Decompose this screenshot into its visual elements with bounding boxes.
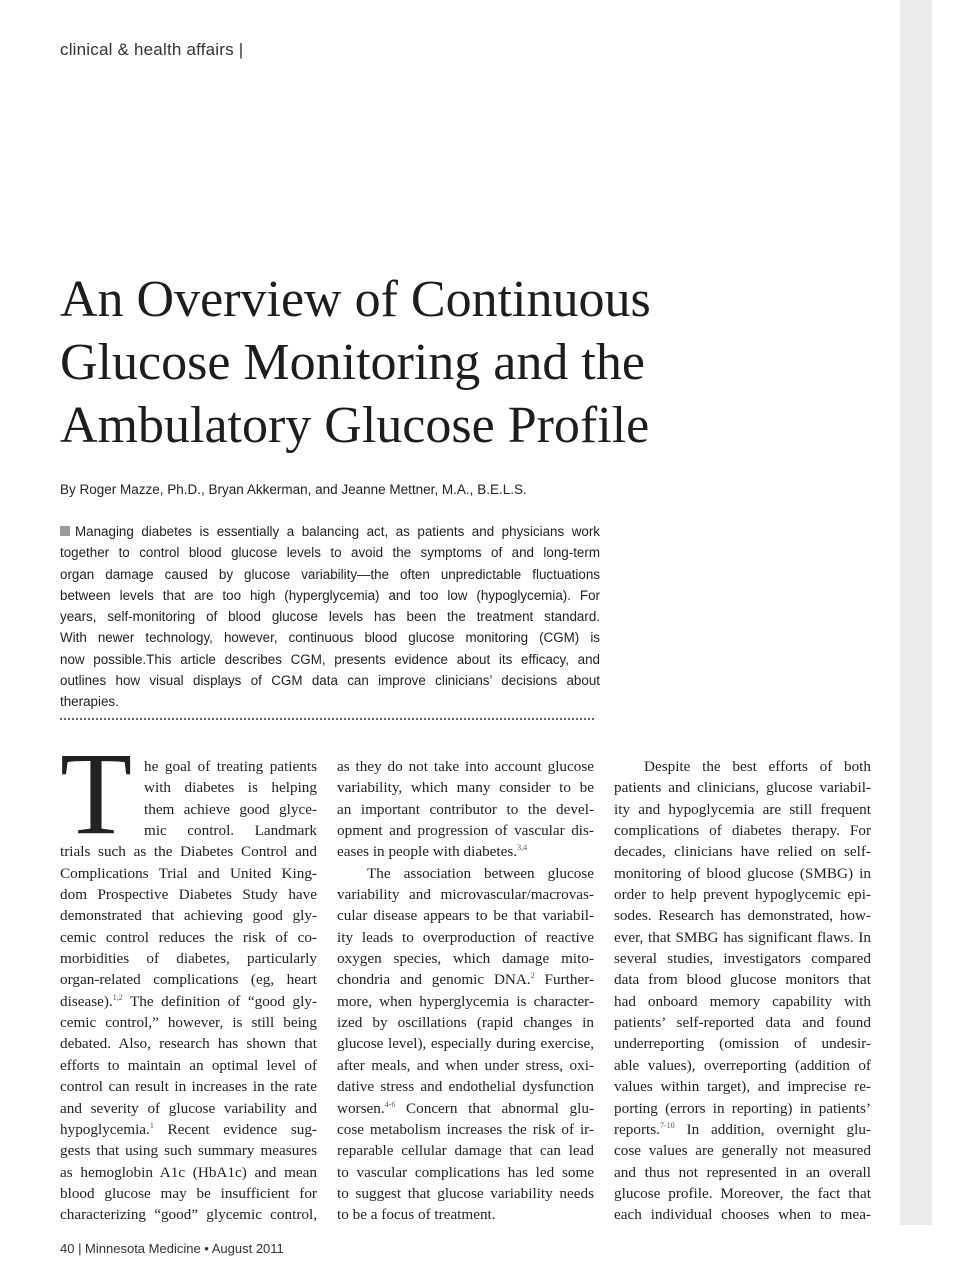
square-bullet-icon [60,526,70,536]
abstract-divider [60,718,594,720]
body-line: them achieve good glyce- [144,800,317,818]
page-edge-strip [900,0,932,1225]
abstract [60,521,600,713]
body-line: ity leads to overproduction of reactive [337,928,594,946]
body-line: trials such as the Diabetes Control and [60,843,317,861]
body-line: ever, that SMBG has significant flaws. In [614,928,871,946]
body-line: with diabetes is helping [144,779,317,797]
abstract-line: together to control blood glucose levels to avoid the symptoms of and long-term [60,545,600,561]
body-line: several studies, investigators compared [614,950,871,968]
body-line: The association between glucose [367,864,594,882]
body-line: cemic control reduces the risk of co- [60,928,317,946]
body-line: sodes. Research has demonstrated, how- [614,907,871,925]
body-line: eases in people with diabetes.$^{3,4}$ [337,843,528,861]
body-line: organ-related complications (eg, heart [60,971,317,989]
body-line: and thus not represented in an overall [614,1163,871,1181]
body-line: hypoglycemia.$^1$ Recent evidence sug- [60,1120,317,1138]
body-line: each individual chooses when to mea- [614,1206,871,1224]
abstract-line: years, self-monitoring of blood glucose levels has been the treatment standard. [60,609,600,625]
body-line: underreporting (omission of undesir- [614,1035,871,1053]
body-line: demonstrated that achieving good gly- [60,907,317,925]
body-line: and severity of glucose variability and [60,1099,317,1117]
citation: 2 [530,971,535,981]
body-line: glucose level), especially during exercise, [337,1035,594,1053]
body-line: reparable cellular damage that can lead [337,1142,594,1160]
body-line: as they do not take into account glucose [337,758,594,775]
body-line: ity and hypoglycemia are still frequent [614,800,871,818]
body-line: decades, clinicians have relied on self- [614,843,871,861]
body-line: order to help prevent hypoglycemic epi- [614,886,871,904]
title-line: An Overview of Continuous [60,271,651,328]
body-line: cular disease appears to be that variabil- [337,907,594,925]
abstract-line: With newer technology, however, continuous blood glucose monitoring (CGM) is [60,630,600,646]
body-column-1 [60,756,317,1226]
body-line: cemic control,” however, is still being [60,1014,317,1032]
title-line: Ambulatory Glucose Profile [60,397,650,454]
body-line: dom Prospective Diabetes Study have [60,886,317,904]
body-line: gests that using such summary measures [60,1142,317,1160]
citation: 7-10 [659,1120,675,1130]
body-line: reports.$^{7-10}$ In addition, overnight glu- [614,1120,871,1138]
body-line: oxygen species, which damage mito- [337,950,594,968]
body-line: characterizing “good” glycemic control, [60,1206,317,1224]
body-line: patients’ self-reported data and found [614,1014,871,1032]
body-line: dative stress and endothelial dysfunction [337,1078,594,1096]
body-line: more, when hyperglycemia is character- [337,992,594,1010]
body-line: as hemoglobin A1c (HbA1c) and mean [60,1163,317,1181]
section-header: clinical & health affairs | [60,40,244,59]
abstract-line: organ damage caused by glucose variability—the often unpredictable fluctuations [60,566,600,582]
page-footer: 40 | Minnesota Medicine • August 2011 [60,1241,284,1256]
body-line: cose metabolism increases the risk of ir- [337,1120,594,1138]
body-line: had onboard memory capability with [614,992,871,1010]
body-line: to suggest that glucose variability needs [337,1184,594,1202]
body-line: worsen.$^{4-6}$ Concern that abnormal glu- [337,1099,594,1117]
abstract-line: between levels that are too high (hyperglycemia) and too low (hypoglycemia). For [60,587,600,603]
citation: 4-6 [384,1099,396,1109]
body-line: debated. Also, research has shown that [60,1035,317,1053]
body-line: opment and progression of vascular dis- [337,822,594,840]
body-column-2 [337,756,594,1226]
body-line: complications of diabetes therapy. For [614,822,871,840]
body-line: variability, which many consider to be [337,779,594,797]
body-line: values within target), and imprecise re- [614,1078,871,1096]
body-line: patients and clinicians, glucose variabil- [614,779,871,797]
citation: 1 [149,1120,154,1130]
body-line: ized by oscillations (rapid changes in [337,1014,594,1032]
abstract-line: outlines how visual displays of CGM data can improve clinicians’ decisions about [60,673,600,689]
body-line: Complications Trial and United King- [60,864,317,882]
body-line: glucose profile. Moreover, the fact that [614,1184,871,1202]
body-line: after meals, and when under stress, oxi- [337,1056,594,1074]
body-line: disease).$^{1,2}$ The definition of “good gly- [60,992,317,1010]
body-line: cose values are generally not measured [614,1142,871,1160]
body-line: efforts to maintain an optimal level of [60,1056,317,1074]
body-line: he goal of treating patients [144,758,317,775]
article-title [60,268,760,457]
body-line: control can result in increases in the rate [60,1078,317,1096]
body-line: mic control. Landmark [144,822,317,840]
drop-cap: T [60,728,133,859]
body-line: blood glucose may be insufficient for [60,1184,317,1202]
body-line: monitoring of blood glucose (SMBG) in [614,864,871,882]
byline: By Roger Mazze, Ph.D., Bryan Akkerman, and Jeanne Mettner, M.A., B.E.L.S. [60,482,527,497]
body-line: variability and microvascular/macrovas- [337,886,594,904]
body-line: able values), overreporting (addition of [614,1056,871,1074]
body-line: morbidities of diabetes, particularly [60,950,317,968]
body-column-3 [614,756,871,1226]
body-line: data from blood glucose monitors that [614,971,871,989]
body-line: to be a focus of treatment. [337,1206,496,1224]
body-line: an important contributor to the devel- [337,800,594,818]
citation: 3,4 [517,843,528,853]
citation: 1,2 [112,992,123,1002]
body-line: chondria and genomic DNA.$^2$ Further- [337,971,595,989]
abstract-line: therapies. [60,694,119,710]
body-line: Despite the best efforts of both [644,758,871,775]
abstract-line: now possible.This article describes CGM, presents evidence about its efficacy, and [60,651,600,667]
abstract-line: Managing diabetes is essentially a balancing act, as patients and physicians work [60,521,600,542]
body-line: to vascular complications has led some [337,1163,594,1181]
body-line: porting (errors in reporting) in patients’ [614,1099,871,1117]
title-line: Glucose Monitoring and the [60,334,645,391]
